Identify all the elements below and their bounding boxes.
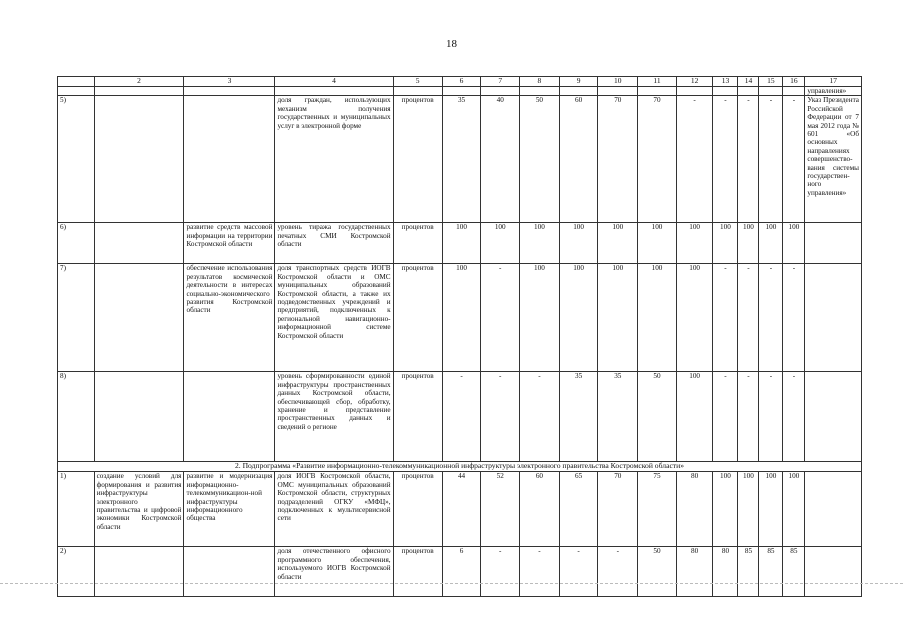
indicator-cell: доля граждан, использующих механизм получения государственных и муниципальных услуг в электронной форме — [275, 96, 393, 223]
indicator-cell: доля ИОГВ Костромской области, ОМС муниципальных образований Костромской области, структурных подразделений ОГКУ «МФЦ», подключенных к мультисервисной сети — [275, 472, 393, 547]
value-cell: 50 — [520, 96, 560, 223]
value-cell: 100 — [520, 264, 560, 372]
value-cell: 100 — [713, 223, 738, 264]
value-cell: - — [520, 372, 560, 462]
task-cell — [184, 96, 275, 223]
table-row — [58, 223, 862, 264]
row-number: 5) — [58, 96, 95, 223]
value-cell: 100 — [598, 223, 638, 264]
goal-cell — [94, 96, 184, 223]
value-cell: 100 — [520, 223, 560, 264]
value-cell: 80 — [676, 547, 713, 597]
value-cell: - — [559, 547, 598, 597]
value-cell: 85 — [759, 547, 783, 597]
value-cell: 100 — [783, 223, 805, 264]
source-cell — [805, 223, 862, 264]
header-cell: 8 — [520, 77, 560, 87]
value-cell: 100 — [738, 472, 759, 547]
value-cell: 40 — [481, 96, 520, 223]
column-number-row — [58, 77, 862, 87]
header-cell: 9 — [559, 77, 598, 87]
unit-cell: процентов — [393, 96, 442, 223]
unit-cell: процентов — [393, 372, 442, 462]
value-cell: - — [713, 372, 738, 462]
unit-cell: процентов — [393, 264, 442, 372]
goal-cell — [94, 372, 184, 462]
source-cell: Указ Президента Российской Федерации от 7 мая 2012 года № 601 «Об основных направлениях совершенство-вания системы государствен-ного управления» — [805, 96, 862, 223]
header-cell: 3 — [184, 77, 275, 87]
header-cell: 13 — [713, 77, 738, 87]
scan-fold-line — [0, 583, 903, 584]
source-cell — [805, 264, 862, 372]
source-cell — [805, 472, 862, 547]
indicator-cell: уровень тиража государственных печатных СМИ Костромской области — [275, 223, 393, 264]
value-cell: 85 — [783, 547, 805, 597]
value-cell: 100 — [676, 372, 713, 462]
value-cell: - — [759, 372, 783, 462]
value-cell: - — [738, 96, 759, 223]
value-cell: - — [783, 372, 805, 462]
value-cell: 60 — [520, 472, 560, 547]
value-cell: 50 — [638, 372, 677, 462]
value-cell: - — [759, 96, 783, 223]
value-cell: 60 — [559, 96, 598, 223]
value-cell: 80 — [676, 472, 713, 547]
value-cell: - — [598, 547, 638, 597]
header-cell: 7 — [481, 77, 520, 87]
unit-cell: процентов — [393, 472, 442, 547]
header-cell: 15 — [759, 77, 783, 87]
header-cell: 11 — [638, 77, 677, 87]
unit-cell: процентов — [393, 223, 442, 264]
continuation-text: управления» — [805, 87, 862, 96]
indicator-cell: доля отечественного офисного программного обеспечения, используемого ИОГВ Костромской области — [275, 547, 393, 597]
value-cell: 100 — [713, 472, 738, 547]
goal-cell — [94, 223, 184, 264]
row-number: 6) — [58, 223, 95, 264]
value-cell: - — [442, 372, 481, 462]
section-row — [58, 462, 862, 472]
value-cell: - — [783, 264, 805, 372]
header-cell: 6 — [442, 77, 481, 87]
header-cell: 17 — [805, 77, 862, 87]
section-title: 2. Подпрограмма «Развитие информационно-телекоммуникационной инфраструктуры электронного правительства Костромской области» — [58, 462, 862, 472]
value-cell: - — [481, 547, 520, 597]
value-cell: - — [713, 96, 738, 223]
value-cell: 70 — [598, 472, 638, 547]
value-cell: 100 — [738, 223, 759, 264]
table-row — [58, 547, 862, 597]
value-cell: 100 — [759, 223, 783, 264]
value-cell: - — [738, 264, 759, 372]
value-cell: 35 — [598, 372, 638, 462]
header-cell: 4 — [275, 77, 393, 87]
value-cell: 100 — [481, 223, 520, 264]
header-cell: 2 — [94, 77, 184, 87]
value-cell: 100 — [598, 264, 638, 372]
source-cell — [805, 372, 862, 462]
value-cell: - — [783, 96, 805, 223]
source-cell — [805, 547, 862, 597]
value-cell: 50 — [638, 547, 677, 597]
row-number: 8) — [58, 372, 95, 462]
table-row — [58, 96, 862, 223]
row-number: 1) — [58, 472, 95, 547]
header-cell — [58, 77, 95, 87]
indicator-cell: уровень сформированности единой инфраструктуры пространственных данных Костромской области, обеспечивающей сбор, обработку, хранение и представление пространственных данных и сведений о регионе — [275, 372, 393, 462]
value-cell: 100 — [676, 264, 713, 372]
value-cell: 70 — [638, 96, 677, 223]
row-number: 7) — [58, 264, 95, 372]
goal-cell — [94, 264, 184, 372]
value-cell: 70 — [598, 96, 638, 223]
table-row — [58, 372, 862, 462]
unit-cell: процентов — [393, 547, 442, 597]
continuation-row — [58, 87, 862, 96]
row-number: 2) — [58, 547, 95, 597]
value-cell: 100 — [559, 264, 598, 372]
value-cell: 44 — [442, 472, 481, 547]
value-cell: - — [481, 264, 520, 372]
value-cell: 80 — [713, 547, 738, 597]
value-cell: - — [713, 264, 738, 372]
value-cell: - — [759, 264, 783, 372]
value-cell: 100 — [442, 223, 481, 264]
value-cell: 65 — [559, 472, 598, 547]
value-cell: - — [520, 547, 560, 597]
value-cell: 75 — [638, 472, 677, 547]
value-cell: 100 — [638, 264, 677, 372]
task-cell — [184, 547, 275, 597]
value-cell: - — [676, 96, 713, 223]
indicators-table — [57, 76, 862, 597]
value-cell: 52 — [481, 472, 520, 547]
table-row — [58, 264, 862, 372]
table-row — [58, 472, 862, 547]
goal-cell: создание условий для формирования и развития инфраструктуры электронного правительства и цифровой экономики Костромской области — [94, 472, 184, 547]
task-cell: развитие средств массовой информации на территории Костромской области — [184, 223, 275, 264]
header-cell: 14 — [738, 77, 759, 87]
goal-cell — [94, 547, 184, 597]
value-cell: 100 — [783, 472, 805, 547]
header-cell: 12 — [676, 77, 713, 87]
value-cell: - — [738, 372, 759, 462]
value-cell: 100 — [638, 223, 677, 264]
value-cell: 100 — [442, 264, 481, 372]
value-cell: 100 — [676, 223, 713, 264]
value-cell: 35 — [442, 96, 481, 223]
page-number: 18 — [446, 38, 457, 50]
value-cell: 100 — [559, 223, 598, 264]
value-cell: 100 — [759, 472, 783, 547]
task-cell — [184, 372, 275, 462]
task-cell: обеспечение использования результатов космической деятельности в интересах социально-экономического развития Костромской области — [184, 264, 275, 372]
header-cell: 16 — [783, 77, 805, 87]
value-cell: 85 — [738, 547, 759, 597]
value-cell: 35 — [559, 372, 598, 462]
indicator-cell: доля транспортных средств ИОГВ Костромской области и ОМС муниципальных образований Костромской области, а также их подведомственных учреждений и предприятий, подключенных к региональной навигационно-информационной системе Костромской области — [275, 264, 393, 372]
task-cell: развитие и модернизация информационно-телекоммуникацион-ной инфраструктуры информационного общества — [184, 472, 275, 547]
header-cell: 10 — [598, 77, 638, 87]
header-cell: 5 — [393, 77, 442, 87]
value-cell: - — [481, 372, 520, 462]
value-cell: 6 — [442, 547, 481, 597]
